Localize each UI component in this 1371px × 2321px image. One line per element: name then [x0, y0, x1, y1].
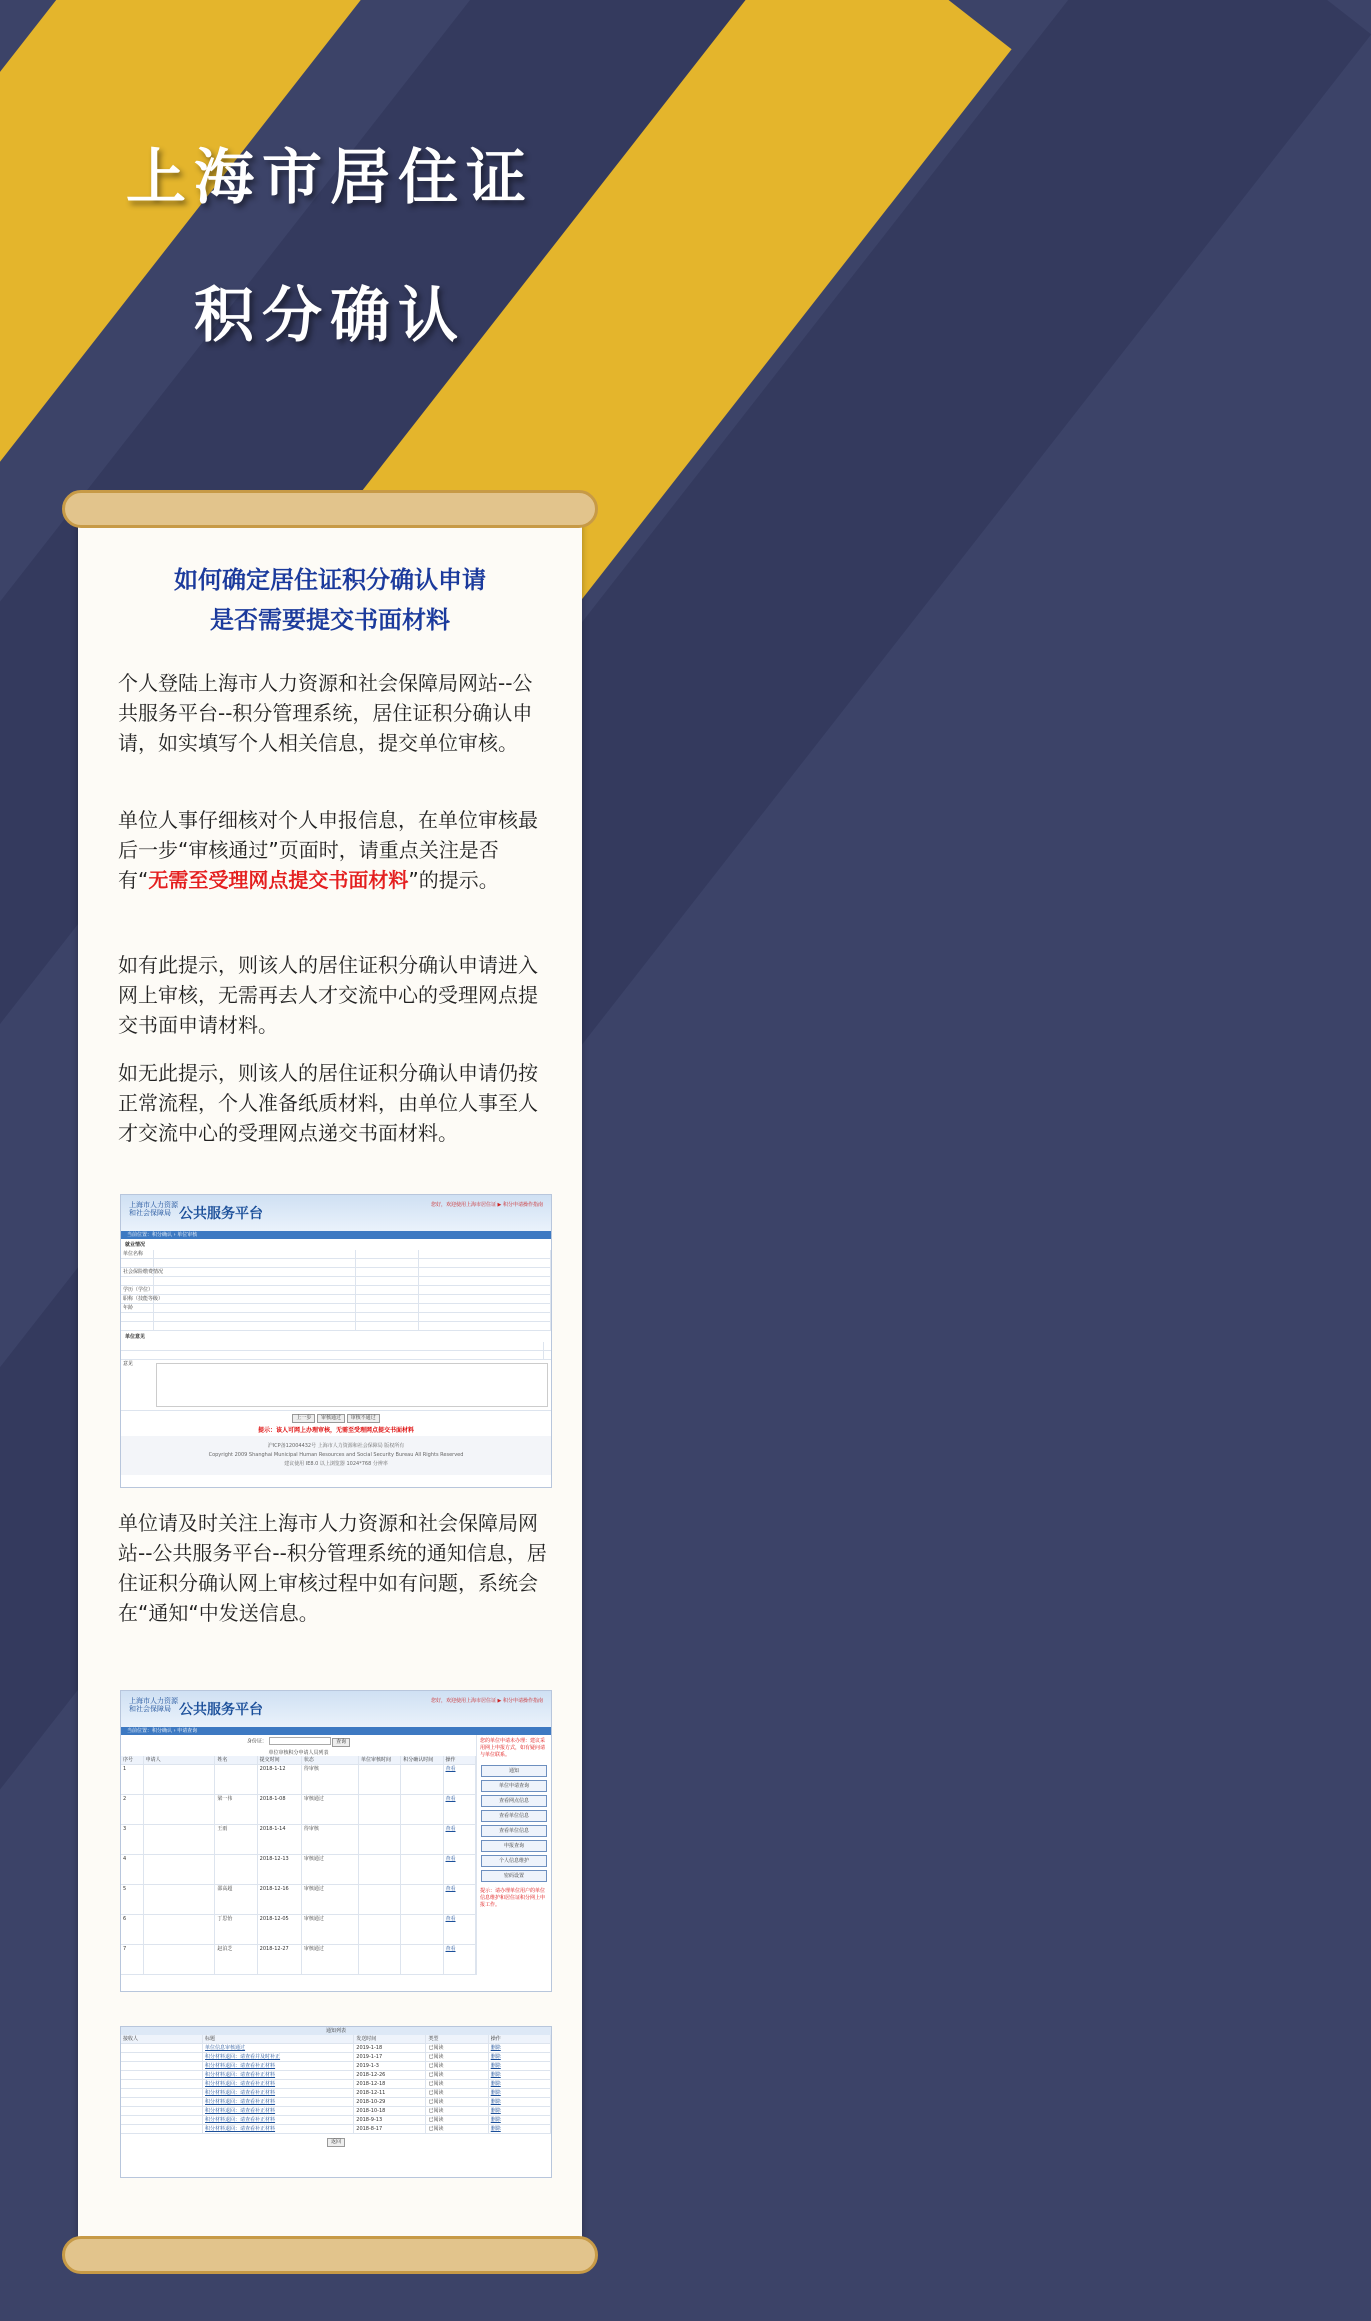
table-row: 5 邵高超 2018-12-16 审核通过 查看 [121, 1885, 476, 1915]
breadcrumb: 当前位置：积分确认 › 单位审核 [121, 1231, 551, 1239]
list-item[interactable]: 积分材料退回：请查看补正材料 2019-1-3 已阅读 删除 [121, 2062, 551, 2071]
reject-button[interactable]: 审核不通过 [347, 1414, 380, 1423]
id-search-input[interactable] [269, 1737, 331, 1745]
list-item[interactable]: 积分材料退回：请查看补正材料 2018-8-17 已阅读 删除 [121, 2125, 551, 2134]
platform-title: 公共服务平台 [179, 1206, 263, 1222]
sidebar-button[interactable]: 查看单位信息 [481, 1810, 547, 1822]
action-buttons [121, 1411, 551, 1426]
table-row: 4 2018-12-13 审核通过 查看 [121, 1855, 476, 1885]
paragraph-2: 单位人事仔细核对个人申报信息，在单位审核最后一步“审核通过”页面时，请重点关注是否有“无需至受理网点提交书面材料”的提示。 [118, 808, 538, 892]
list-header: 接收人 标题 发送时间 类型 操作 [121, 2035, 551, 2044]
table-row: 6 丁思怡 2018-12-05 审核通过 查看 [121, 1915, 476, 1945]
paragraph-4: 如无此提示，则该人的居住证积分确认申请仍按正常流程，个人准备纸质材料，由单位人事至人才交流中心的受理网点递交书面材料。 [118, 1061, 538, 1145]
sidebar-button[interactable]: 查看单位信息 [481, 1825, 547, 1837]
list-item[interactable]: 积分材料退回：请查看补正材料 2018-10-29 已阅读 删除 [121, 2098, 551, 2107]
screenshot-application-list [120, 1690, 552, 1992]
sidebar-button[interactable]: 查看网点信息 [481, 1795, 547, 1807]
table-header: 序号 申请人 姓名 提交时间 状态 单位审核时间 积分确认时间 操作 [121, 1756, 476, 1765]
site-header [121, 1195, 551, 1231]
list-item[interactable]: 积分材料退回：请查看补正材料 2018-9-13 已阅读 删除 [121, 2116, 551, 2125]
paragraph-1: 个人登陆上海市人力资源和社会保障局网站--公共服务平台--积分管理系统，居住证积分确认申请，如实填写个人相关信息，提交单位审核。 [118, 671, 533, 755]
paragraph-5: 单位请及时关注上海市人力资源和社会保障局网站--公共服务平台--积分管理系统的通知信息，居住证积分确认网上审核过程中如有问题，系统会在“通知“中发送信息。 [118, 1511, 547, 1625]
list-item[interactable]: 积分材料退回：请查看补正材料 2018-12-11 已阅读 删除 [121, 2089, 551, 2098]
prev-button[interactable]: 上一步 [292, 1414, 315, 1423]
table-row: 7 赵泊芝 2018-12-27 审核通过 查看 [121, 1945, 476, 1975]
header-notice[interactable]: 您好，欢迎使用上海市居住证 ▶ 积分申请操作指南 [430, 1202, 543, 1208]
list-item[interactable]: 积分材料退回：请查看补正材料 2018-12-26 已阅读 删除 [121, 2071, 551, 2080]
side-panel: 您的单位申请未办理：建议采用网上申报方式，如有疑问请与单位联系。 通知 单位申请查询 查看网点信息 查看单位信息 查看单位信息 申报查询 个人信息维护 密码设置 提示：请办理单位用户的单位信息维护和居住证积分网上申报工作。 [476, 1735, 551, 1975]
scroll-roll-bottom [62, 2236, 598, 2274]
table-row: 1 2018-1-12 待审核 查看 [121, 1765, 476, 1795]
site-footer: 沪ICP备12004432号 上海市人力资源和社会保障局 版权所有 Copyright 2009 Shanghai Municipal Human Resources and Social Security Bureau All Rights Reserved 建议使用 IE8.0 以上浏览器 1024*768 分辨率 [121, 1436, 551, 1475]
notification-list [120, 2026, 552, 2178]
table-row: 3 王雨 2018-1-14 待审核 查看 [121, 1825, 476, 1855]
section-employment: 就业情况 [125, 1242, 146, 1248]
site-logo: 上海市人力资源 和社会保障局 [129, 1201, 178, 1217]
highlight-text: 无需至受理网点提交书面材料 [148, 868, 409, 892]
breadcrumb-2: 当前位置：积分确认 › 申请查询 [121, 1727, 551, 1735]
approve-button[interactable]: 审核通过 [317, 1414, 345, 1423]
list-item[interactable]: 积分材料退回：请查看并及时补正 2019-1-17 已阅读 删除 [121, 2053, 551, 2062]
question-line2: 是否需要提交书面材料 [210, 606, 450, 634]
poster-title-line1: 上海市居住证 [126, 143, 534, 213]
scroll-roll-top [62, 490, 598, 528]
list-item[interactable]: 积分材料退回：请查看补正材料 2018-10-18 已阅读 删除 [121, 2107, 551, 2116]
sidebar-button[interactable]: 申报查询 [481, 1840, 547, 1852]
no-paper-tip: 提示：该人可网上办理审核，无需至受理网点提交书面材料 [257, 1427, 414, 1434]
back-button[interactable]: 返回 [327, 2138, 345, 2147]
opinion-label: 意见 [123, 1361, 134, 1367]
sidebar-button[interactable]: 单位申请查询 [481, 1780, 547, 1792]
table-caption: 单位审核积分申请人员列表 [268, 1749, 329, 1756]
sidebar-button[interactable]: 通知 [481, 1765, 547, 1777]
paragraph-3: 如有此提示，则该人的居住证积分确认申请进入网上审核，无需再去人才交流中心的受理网点提交书面申请材料。 [118, 953, 538, 1037]
sidebar-button[interactable]: 个人信息维护 [481, 1855, 547, 1867]
header-notice-2[interactable]: 您好，欢迎使用上海市居住证 ▶ 积分申请操作指南 [430, 1698, 543, 1704]
site-header-2 [121, 1691, 551, 1727]
list-item[interactable]: 积分材料退回：请查看补正材料 2018-12-18 已阅读 删除 [121, 2080, 551, 2089]
table-row: 2 梁一伟 2018-1-08 审核通过 查看 [121, 1795, 476, 1825]
poster-title-line2: 积分确认 [194, 281, 466, 351]
list-item[interactable]: 单位信息审核通过 2019-1-18 已阅读 删除 [121, 2044, 551, 2053]
section-opinion: 单位意见 [125, 1334, 146, 1340]
list-caption: 通知列表 [121, 2027, 551, 2035]
sidebar-button[interactable]: 密码设置 [481, 1870, 547, 1882]
search-button[interactable]: 查询 [332, 1738, 350, 1747]
platform-title-2: 公共服务平台 [179, 1702, 263, 1718]
screenshot-unit-review: 上海市人力资源 和社会保障局 公共服务平台 您好，欢迎使用上海市居住证 ▶ 积分申请操作指南 当前位置：积分确认 › 单位审核 就业情况 单位名称 社会保险缴费情况 学历（学位） 职称（技能等级） 年龄 单位意见 意见 上一步 审核通过 审核不通过 提示：该人可网上办理审核，无需至受理网点提交书面材料 沪ICP备12004432号 上海市人力资源和社会保障局 版权所有 Copyright 2009 Shanghai Municipal Human Resources and Social Security Bureau All Rights Reserved 建议使用 IE8.0 以上浏览器 1024*768 分辨率 [120, 1194, 552, 1488]
search-label: 身份证： [246, 1738, 267, 1745]
opinion-textarea[interactable] [156, 1363, 548, 1407]
question-line1: 如何确定居住证积分确认申请 [174, 566, 486, 594]
site-logo-2: 上海市人力资源 和社会保障局 [129, 1697, 178, 1713]
